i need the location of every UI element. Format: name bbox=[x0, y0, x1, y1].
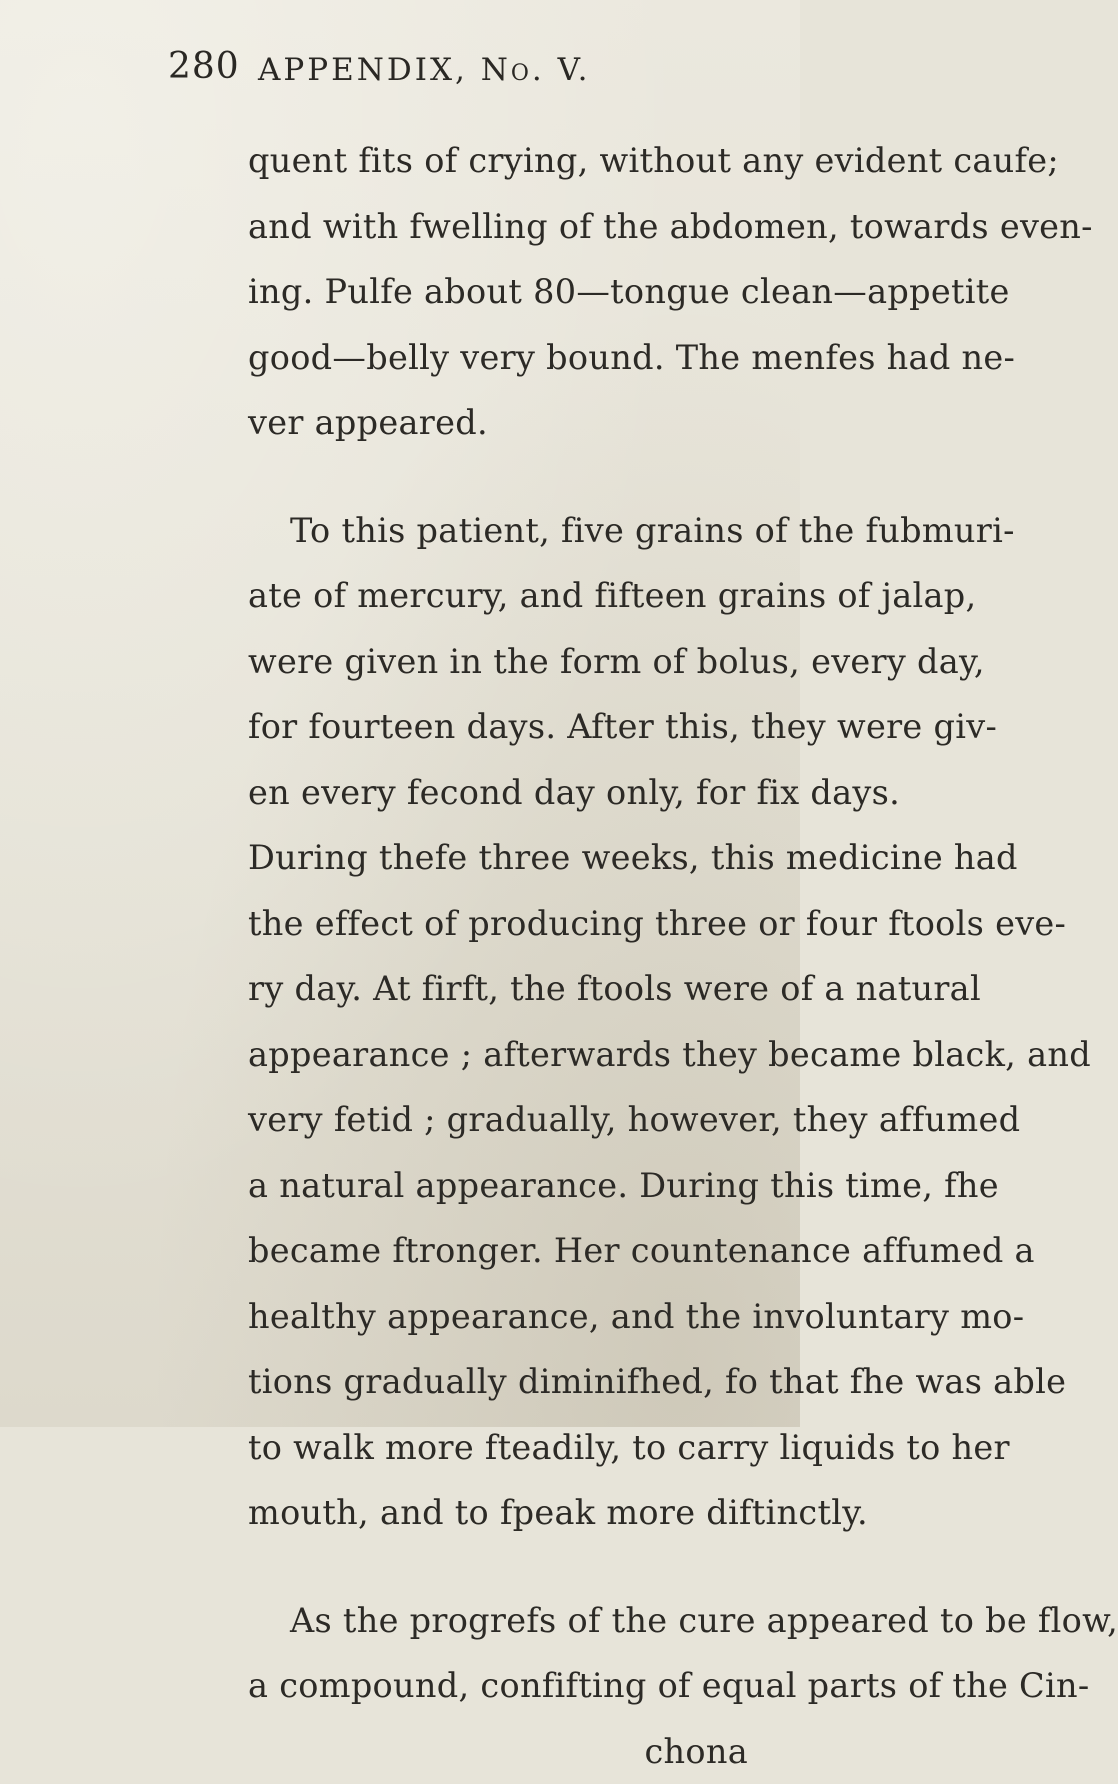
text-line: appearance ; afterwards they became black, and bbox=[248, 1022, 778, 1088]
text-line: good—belly very bound. The menfes had ne- bbox=[248, 325, 778, 391]
paragraph-1 bbox=[248, 128, 778, 456]
text-line: healthy appearance, and the involuntary mo- bbox=[248, 1284, 778, 1350]
text-line: to walk more fteadily, to carry liquids to her bbox=[248, 1415, 778, 1481]
paragraph-gap bbox=[248, 456, 778, 498]
text-line: ry day. At firft, the ftools were of a natural bbox=[248, 956, 778, 1022]
body-text bbox=[248, 128, 778, 1784]
text-line: As the progrefs of the cure appeared to be flow, bbox=[248, 1588, 778, 1654]
text-line: ver appeared. bbox=[248, 390, 778, 456]
catchword: chona bbox=[248, 1719, 778, 1784]
text-line: mouth, and to fpeak more diftinctly. bbox=[248, 1480, 778, 1546]
text-line: tions gradually diminifhed, fo that fhe was able bbox=[248, 1349, 778, 1415]
text-line: became ftronger. Her countenance affumed a bbox=[248, 1218, 778, 1284]
paragraph-2 bbox=[248, 498, 778, 1546]
text-line: ate of mercury, and fifteen grains of jalap, bbox=[248, 563, 778, 629]
running-head: APPENDIX, No. V. bbox=[258, 52, 590, 88]
text-line: a compound, confifting of equal parts of the Cin- bbox=[248, 1653, 778, 1719]
text-line: very fetid ; gradually, however, they affumed bbox=[248, 1087, 778, 1153]
text-line: To this patient, five grains of the fubmuri- bbox=[248, 498, 778, 564]
text-line: During thefe three weeks, this medicine had bbox=[248, 825, 778, 891]
text-line: en every fecond day only, for fix days. bbox=[248, 760, 778, 826]
text-line: quent fits of crying, without any evident caufe; bbox=[248, 128, 778, 194]
page-number: 280 bbox=[168, 46, 240, 87]
paragraph-3 bbox=[248, 1588, 778, 1719]
text-line: for fourteen days. After this, they were giv- bbox=[248, 694, 778, 760]
page-header bbox=[168, 46, 768, 96]
text-line: and with fwelling of the abdomen, towards even- bbox=[248, 194, 778, 260]
text-line: ing. Pulfe about 80—tongue clean—appetite bbox=[248, 259, 778, 325]
text-line: a natural appearance. During this time, fhe bbox=[248, 1153, 778, 1219]
text-line: the effect of producing three or four ftools eve- bbox=[248, 891, 778, 957]
text-line: were given in the form of bolus, every day, bbox=[248, 629, 778, 695]
paragraph-gap bbox=[248, 1546, 778, 1588]
